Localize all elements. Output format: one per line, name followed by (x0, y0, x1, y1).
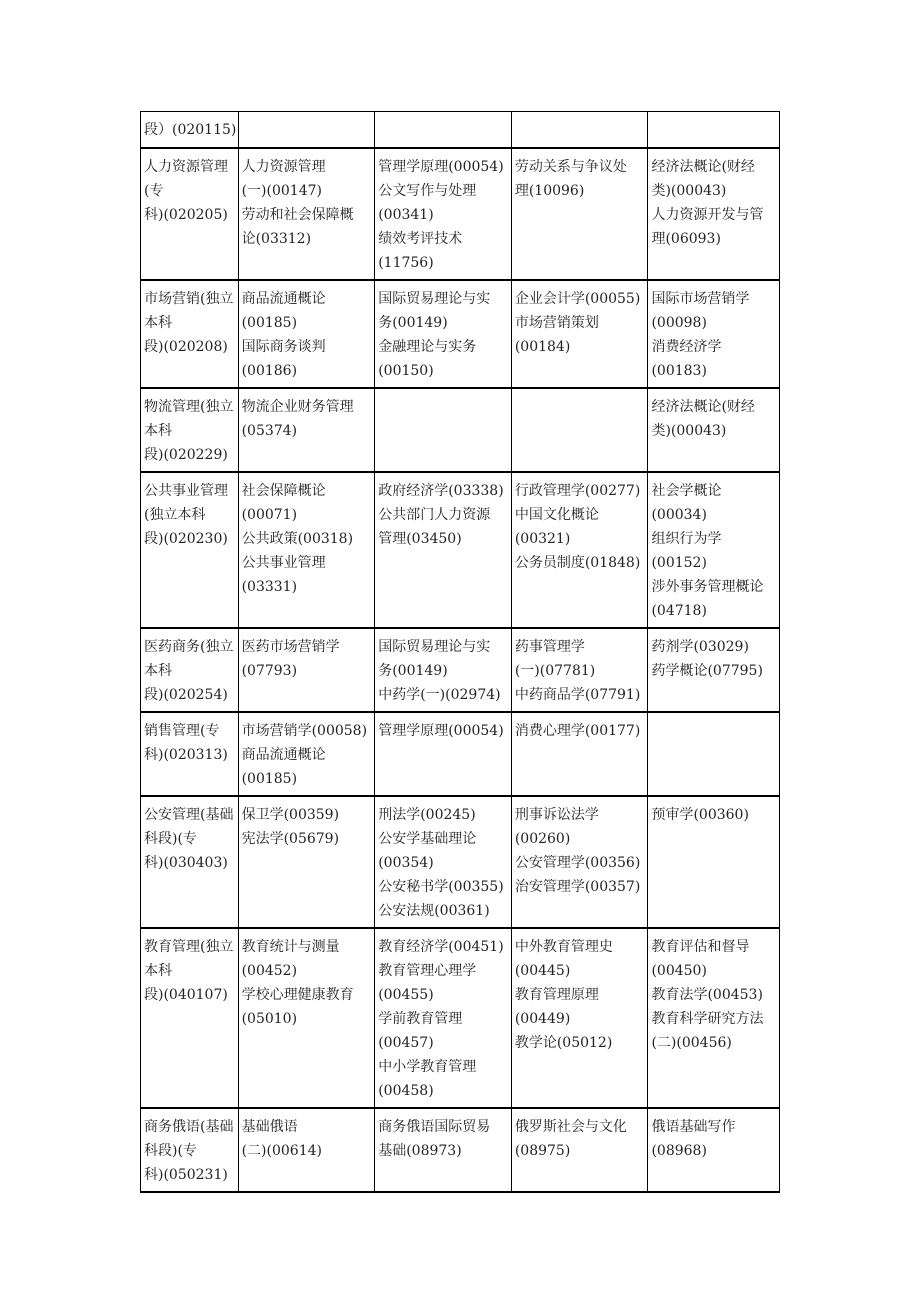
course-cell (238, 148, 375, 280)
course-line: 公文写作与处理 (378, 182, 477, 199)
course-line: 商品流通概论 (241, 746, 326, 763)
course-line: 社会学概论 (651, 482, 722, 499)
course-cell (238, 928, 375, 1108)
exam-schedule-table (140, 111, 780, 1193)
course-line: 金融理论与实务 (378, 338, 477, 355)
course-line: (00321) (514, 530, 571, 547)
course-cell (511, 388, 648, 472)
course-cell (238, 628, 375, 712)
course-cell (375, 796, 512, 928)
course-line: 公安法规(00361) (378, 902, 490, 919)
course-line: 务(00149) (378, 314, 448, 331)
course-line: 类)(00043) (651, 422, 727, 439)
course-line: (00457) (378, 1034, 434, 1051)
course-line: (00452) (241, 962, 298, 979)
major-name-line: 段)(020208) (144, 338, 228, 355)
course-line: (07793) (241, 662, 298, 679)
course-line: 组织行为学 (651, 530, 722, 547)
table-row (141, 712, 780, 796)
course-line: (00098) (651, 314, 707, 331)
course-cell (375, 628, 512, 712)
course-cell (511, 796, 648, 928)
course-line: (08975) (514, 1142, 571, 1159)
major-name-line: 市场营销(独立本科 (144, 290, 234, 331)
course-cell (238, 1108, 375, 1192)
course-line: (一)(00147) (241, 182, 322, 199)
course-cell (238, 712, 375, 796)
major-cell (141, 280, 239, 388)
course-cell (375, 472, 512, 628)
course-cell (375, 388, 512, 472)
course-line: (05374) (241, 422, 298, 439)
major-cell (141, 796, 239, 928)
course-line: (00341) (378, 206, 434, 223)
course-cell (375, 712, 512, 796)
course-line: (00150) (378, 362, 434, 379)
course-line: 国际商务谈判 (241, 338, 326, 355)
course-line: 公安秘书学(00355) (378, 878, 504, 895)
major-cell (141, 472, 239, 628)
course-cell (648, 1108, 780, 1192)
course-line: 中国文化概论 (514, 506, 599, 523)
course-cell (511, 148, 648, 280)
course-line: 学校心理健康教育 (241, 986, 354, 1003)
course-cell (511, 280, 648, 388)
course-line: (00071) (241, 506, 298, 523)
course-cell (375, 148, 512, 280)
course-line: 公共政策(00318) (241, 530, 354, 547)
course-line: 经济法概论(财经 (651, 158, 755, 175)
course-line: 行政管理学(00277) (514, 482, 641, 499)
course-line: 教学论(05012) (514, 1034, 613, 1051)
course-line: 教育法学(00453) (651, 986, 763, 1003)
major-cell (141, 628, 239, 712)
course-line: 市场营销学(00058) (241, 722, 368, 739)
course-line: 劳动和社会保障概 (241, 206, 354, 223)
course-line: 学前教育管理 (378, 1010, 463, 1027)
course-line: 类)(00043) (651, 182, 727, 199)
course-line: (二)(00614) (241, 1142, 322, 1159)
course-cell (375, 928, 512, 1108)
course-line: 治安管理学(00357) (514, 878, 641, 895)
course-cell (238, 280, 375, 388)
course-line: (00445) (514, 962, 571, 979)
course-line: (00449) (514, 1010, 571, 1027)
course-line: (11756) (378, 254, 434, 271)
course-line: 物流企业财务管理 (241, 398, 354, 415)
course-line: 商务俄语国际贸易 (378, 1118, 491, 1135)
course-line: 俄语基础写作 (651, 1118, 736, 1135)
course-cell (238, 796, 375, 928)
course-cell (511, 628, 648, 712)
course-line: 中药商品学(07791) (514, 686, 641, 703)
course-line: (00185) (241, 314, 298, 331)
major-cell (141, 712, 239, 796)
major-name-line: 教育管理(独立本科 (144, 938, 234, 979)
course-line: 教育经济学(00451) (378, 938, 504, 955)
major-cell (141, 112, 239, 148)
major-name-line: 科)(030403) (144, 854, 228, 871)
course-line: 消费心理学(00177) (514, 722, 641, 739)
major-cell (141, 388, 239, 472)
table-row (141, 112, 780, 148)
major-name-line: 公共事业管理(独立本科 (144, 482, 228, 523)
course-line: 教育评估和督导 (651, 938, 750, 955)
course-line: 绩效考评技术 (378, 230, 463, 247)
course-cell (375, 280, 512, 388)
course-line: 教育管理心理学 (378, 962, 477, 979)
table-row (141, 628, 780, 712)
course-line: (00450) (651, 962, 707, 979)
course-line: (一)(07781) (514, 662, 596, 679)
course-line: 中外教育管理史 (514, 938, 613, 955)
course-line: 商品流通概论 (241, 290, 326, 307)
table-row (141, 148, 780, 280)
course-cell (238, 112, 375, 148)
course-line: 药事管理学 (514, 638, 585, 655)
major-name-line: 科)(050231) (144, 1166, 228, 1183)
major-cell (141, 1108, 239, 1192)
course-line: 劳动关系与争议处 (514, 158, 627, 175)
course-cell (648, 472, 780, 628)
course-line: 人力资源管理 (241, 158, 326, 175)
table-row (141, 796, 780, 928)
major-name-line: 段）(020115) (144, 122, 237, 138)
course-cell (648, 796, 780, 928)
course-line: (00186) (241, 362, 298, 379)
course-line: 基础俄语 (241, 1118, 298, 1135)
course-line: (03331) (241, 578, 298, 595)
major-name-line: 人力资源管理(专 (144, 158, 228, 199)
course-line: 预审学(00360) (651, 806, 749, 823)
course-line: 经济法概论(财经 (651, 398, 755, 415)
course-cell (648, 280, 780, 388)
course-line: 教育科学研究方法 (651, 1010, 764, 1027)
course-line: 刑事诉讼法学 (514, 806, 599, 823)
course-line: 涉外事务管理概论 (651, 578, 764, 595)
course-cell (648, 148, 780, 280)
course-line: 论(03312) (241, 230, 312, 247)
course-line: 管理学原理(00054) (378, 722, 504, 739)
course-line: 政府经济学(03338) (378, 482, 504, 499)
course-line: 社会保障概论 (241, 482, 326, 499)
course-line: 教育管理原理 (514, 986, 599, 1003)
course-line: 公共事业管理 (241, 554, 326, 571)
course-line: (00455) (378, 986, 434, 1003)
course-line: 刑法学(00245) (378, 806, 476, 823)
course-cell (238, 472, 375, 628)
course-line: 务(00149) (378, 662, 448, 679)
course-line: 教育统计与测量 (241, 938, 340, 955)
major-name-line: 段)(020229) (144, 446, 228, 463)
major-name-line: 段)(020254) (144, 686, 228, 703)
course-line: (00184) (514, 338, 571, 355)
course-cell (648, 928, 780, 1108)
course-line: (二)(00456) (651, 1034, 732, 1051)
course-line: (00152) (651, 554, 707, 571)
course-line: (04718) (651, 602, 707, 619)
course-line: 基础(08973) (378, 1142, 462, 1159)
course-cell (648, 388, 780, 472)
major-name-line: 商务俄语(基础科段)(专 (144, 1118, 234, 1159)
course-line: 中小学教育管理 (378, 1058, 477, 1075)
major-name-line: 段)(020230) (144, 530, 228, 547)
course-cell (511, 112, 648, 148)
course-line: (05010) (241, 1010, 298, 1027)
course-line: (00034) (651, 506, 707, 523)
course-cell (511, 1108, 648, 1192)
course-line: 人力资源开发与管 (651, 206, 764, 223)
course-line: 保卫学(00359) (241, 806, 340, 823)
course-cell (511, 472, 648, 628)
course-line: (00185) (241, 770, 298, 787)
course-cell (648, 712, 780, 796)
course-line: (08968) (651, 1142, 707, 1159)
course-line: 公务员制度(01848) (514, 554, 641, 571)
course-line: 消费经济学 (651, 338, 722, 355)
course-line: 市场营销策划 (514, 314, 599, 331)
table-row (141, 472, 780, 628)
table-row (141, 388, 780, 472)
major-name-line: 销售管理(专 (144, 722, 220, 739)
course-line: 管理(03450) (378, 530, 462, 547)
course-line: 国际贸易理论与实 (378, 638, 491, 655)
major-name-line: 科)(020313) (144, 746, 228, 763)
course-line: 中药学(一)(02974) (378, 686, 501, 703)
course-line: 国际市场营销学 (651, 290, 750, 307)
major-cell (141, 928, 239, 1108)
course-line: (00260) (514, 830, 571, 847)
course-cell (648, 628, 780, 712)
course-cell (648, 112, 780, 148)
table-row (141, 1108, 780, 1192)
course-line: 理(10096) (514, 182, 585, 199)
course-cell (511, 928, 648, 1108)
course-line: (00354) (378, 854, 434, 871)
course-line: 企业会计学(00055) (514, 290, 641, 307)
course-line: 公安学基础理论 (378, 830, 477, 847)
major-name-line: 段)(040107) (144, 986, 228, 1003)
course-line: (00458) (378, 1082, 434, 1099)
course-line: 医药市场营销学 (241, 638, 340, 655)
course-cell (375, 112, 512, 148)
course-line: 俄罗斯社会与文化 (514, 1118, 627, 1135)
course-line: (00183) (651, 362, 707, 379)
course-line: 宪法学(05679) (241, 830, 340, 847)
major-name-line: 科)(020205) (144, 206, 228, 223)
major-cell (141, 148, 239, 280)
course-cell (511, 712, 648, 796)
table-row (141, 280, 780, 388)
course-cell (375, 1108, 512, 1192)
course-line: 药剂学(03029) (651, 638, 749, 655)
course-cell (238, 388, 375, 472)
course-line: 理(06093) (651, 230, 721, 247)
course-line: 国际贸易理论与实 (378, 290, 491, 307)
major-name-line: 医药商务(独立本科 (144, 638, 234, 679)
major-name-line: 公安管理(基础科段)(专 (144, 806, 234, 847)
major-name-line: 物流管理(独立本科 (144, 398, 234, 439)
course-line: 药学概论(07795) (651, 662, 763, 679)
course-line: 公共部门人力资源 (378, 506, 491, 523)
course-line: 管理学原理(00054) (378, 158, 504, 175)
course-line: 公安管理学(00356) (514, 854, 641, 871)
table-row (141, 928, 780, 1108)
